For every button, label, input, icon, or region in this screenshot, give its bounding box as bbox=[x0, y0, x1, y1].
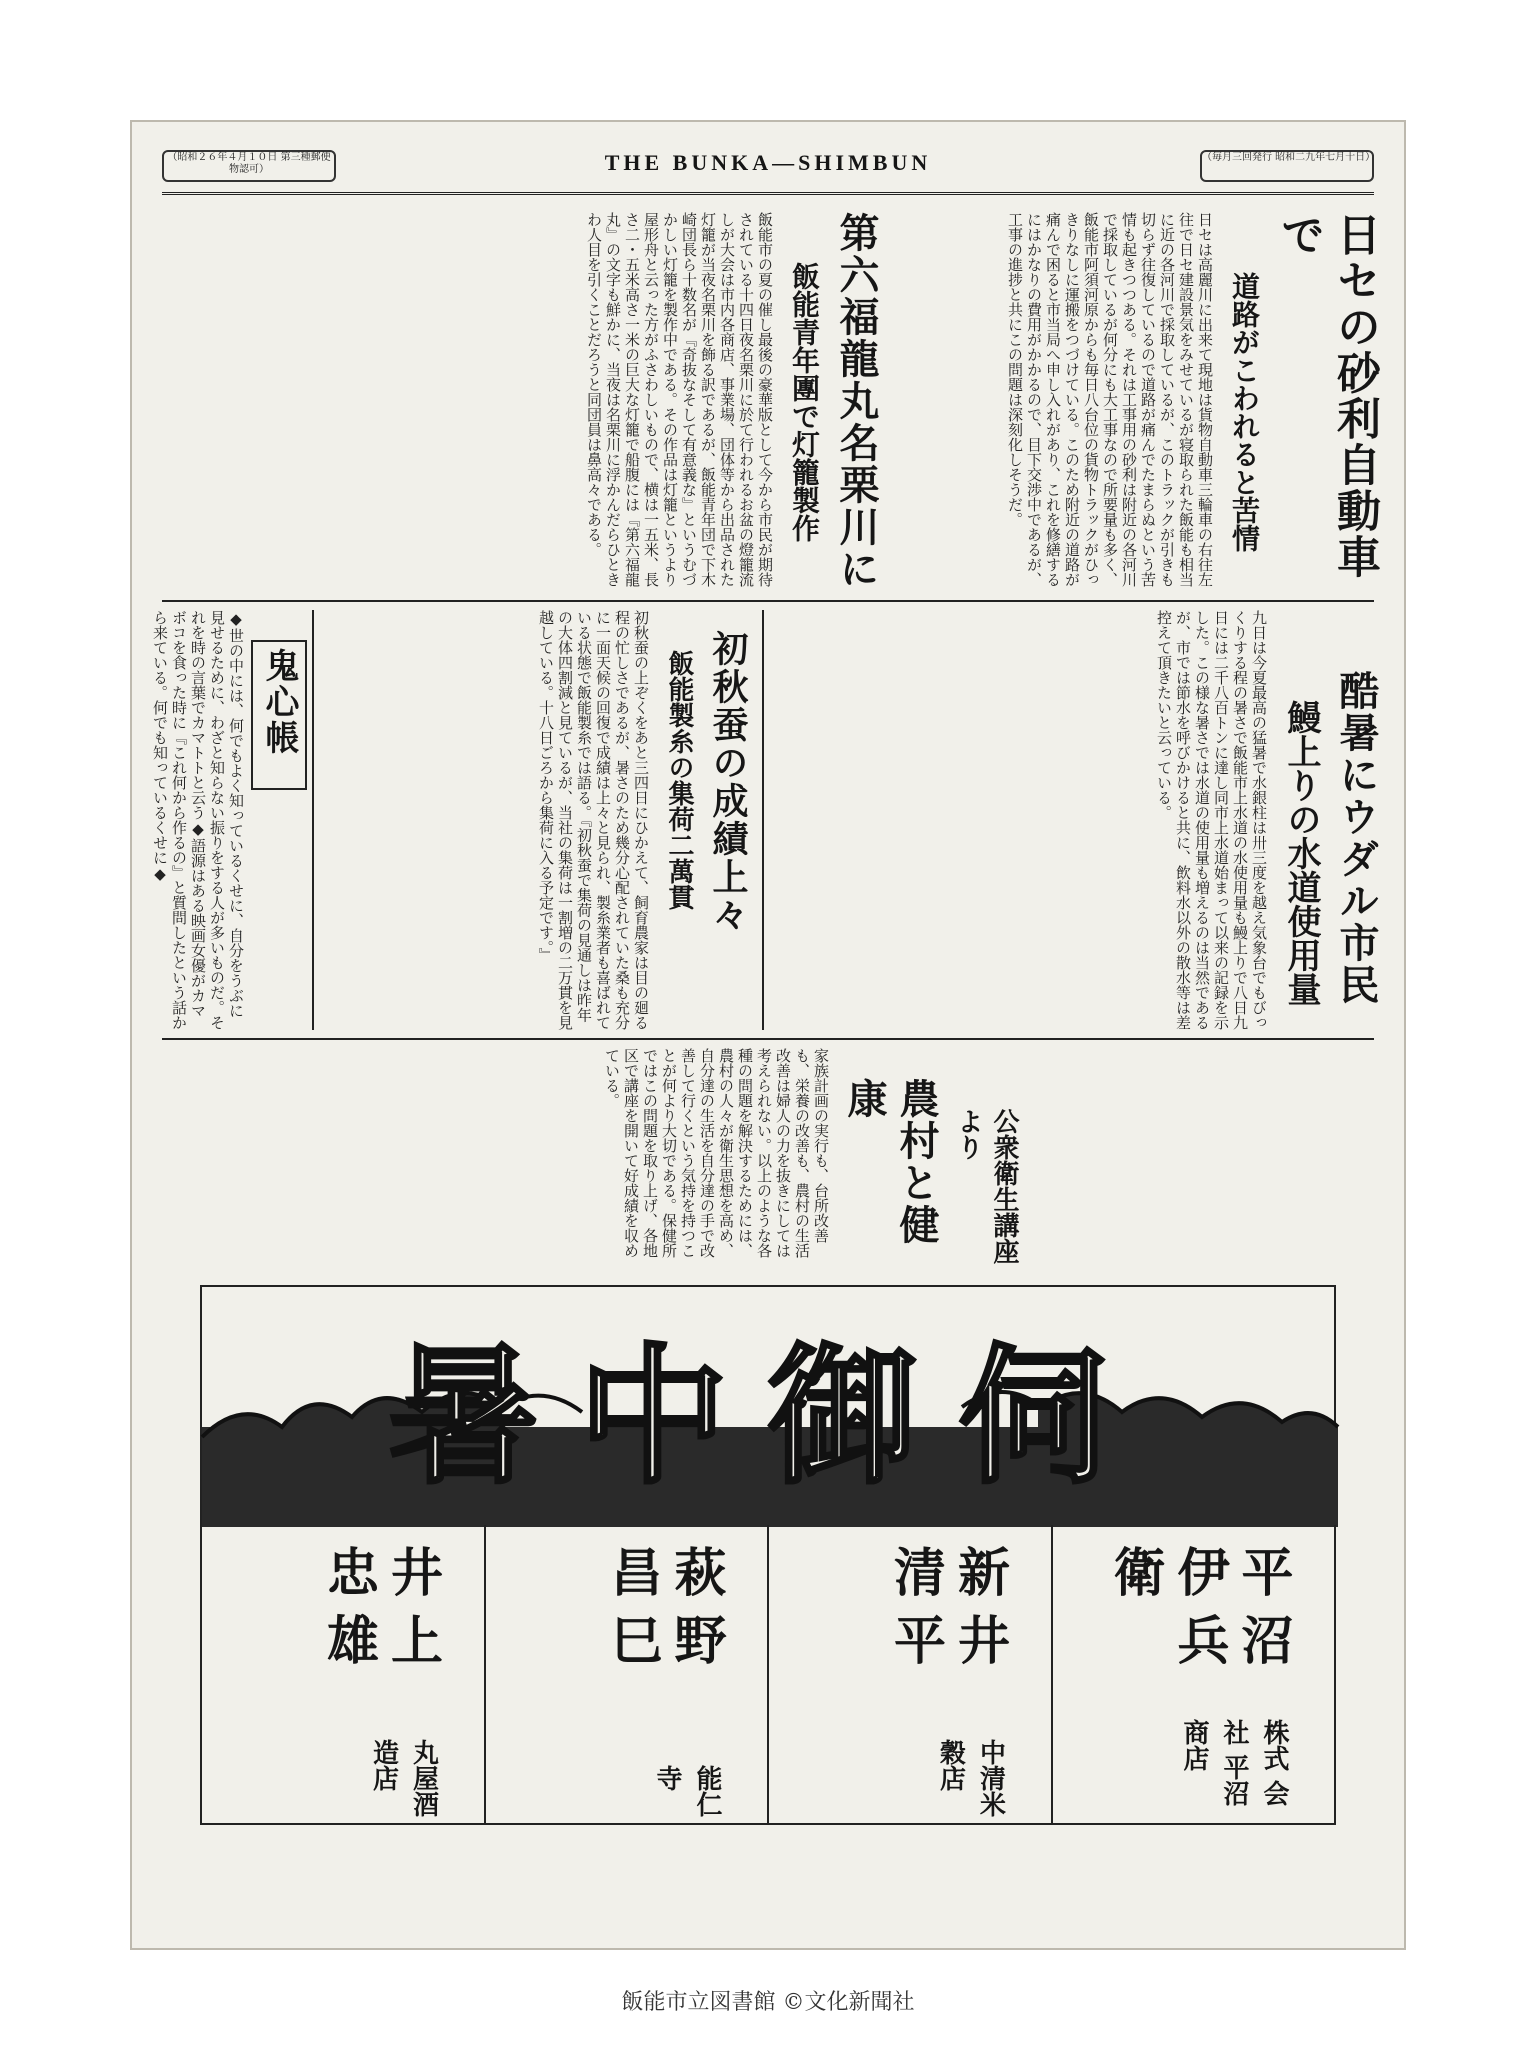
advertisement bbox=[1051, 1525, 1335, 1823]
article-gravel-trucks bbox=[892, 212, 1382, 592]
article-series-title: 公衆衛生講座より bbox=[953, 1108, 1019, 1264]
masthead-title: THE BUNKA—SHIMBUN bbox=[604, 150, 932, 175]
advertisement bbox=[484, 1525, 768, 1823]
column-title: 鬼心帳 bbox=[251, 640, 307, 790]
article-subhead: 飯能製糸の集荷二萬貫 bbox=[664, 650, 694, 910]
article-subhead: 飯能青年團で灯籠製作 bbox=[788, 262, 821, 542]
article-headline: 第六福龍丸名栗川に bbox=[833, 212, 880, 590]
advertisement bbox=[767, 1525, 1051, 1823]
section-divider bbox=[162, 1038, 1374, 1040]
advertiser-business: 能仁寺 bbox=[652, 1765, 722, 1818]
article-body: 日セは高麗川に出来て現地は貨物自動車三輪車の右往左往で日セ建設景気をみせているが寝取られた飯能も相当に近の各河川で採取しているが、このトラックが引きも切らず往復しているので道路が痛んでたまらぬという苦情も起きつつある。それは工事用の砂利は附近の各河川で採取しているが何分にも大工事なので所要量も多く、飯能市阿須河原からも毎日八台位の貨物トラックがひっきりなしに運搬をつづけている。このため附近の道路が痛んで困ると市当局へ申し入れがあり、これを修繕するにはかなりの費用がかかるので、目下交渉中であるが、工事の進捗と共にこの問題は深刻化しそうだ。 bbox=[1006, 212, 1214, 587]
column-kishincho bbox=[151, 610, 307, 1030]
article-headline: 農村と健康 bbox=[841, 1078, 940, 1246]
article-headline: 初秋蚕の成績上々 bbox=[707, 630, 749, 934]
article-body: 飯能市の夏の催し最後の豪華版として今から市民が期待されている十四日夜名栗川に於て行われるお盆の燈籠流しが大会は市内各商店、事業場、団体等から出品された灯籠が当夜名栗川を飾る訳であるが、飯能青年団で下木崎団長ら十数名が『奇抜なそして有意義な』というむづかしい灯籠を製作中である。その作品は灯籠というより屋形舟と云った方がふさわしいもので、横は一五米、長さ二・五米高さ一米の巨大な灯籠で船腹には『第六福龍丸』の文字も鮮かに、当夜は名栗川に浮かんだらひときわ人目を引くことだろうと同団員は鼻高々である。 bbox=[585, 212, 774, 587]
article-silkworm bbox=[322, 610, 752, 1030]
advertiser-business: 株式 会社 平沼商店 bbox=[1179, 1719, 1289, 1807]
advertisement bbox=[202, 1525, 484, 1823]
article-headline: 日セの砂利自動車で bbox=[1273, 212, 1380, 580]
column-divider bbox=[762, 610, 764, 1030]
masthead-left-label: （昭和２６年４月１０日 第三種郵便物認可） bbox=[162, 150, 336, 182]
summer-greeting-banner bbox=[200, 1285, 1336, 1525]
advertisement-row bbox=[200, 1525, 1336, 1825]
article-body: 家族計画の実行も、台所改善も、栄養の改善も、農村の生活改善は婦人の力を抜きにしては考えられない。以上のような各種の問題を解決するためには、農村の人々が衛生思想を高め、自分達の生活を自分達の手で改善して行くという気持を持つことが何より大切である。保健所ではこの問題を取り上げ、各地区で講座を開いて好成績を収めている。 bbox=[603, 1048, 830, 1258]
advertiser-name: 平沼伊兵衛 bbox=[1104, 1545, 1293, 1681]
masthead bbox=[162, 140, 1374, 195]
archive-credit: 飯能市立図書館 ©文化新聞社 bbox=[621, 1990, 915, 2015]
article-body: 初秋蚕の上ぞくをあと三四日にひかえて、飼育農家は目の廻る程の忙しさであるが、暑さのため幾分心配されていた桑も充分に一面天候の回復で成績は上々と見られ、製糸業者も喜ばれている状態で飯能製糸では語る。『初秋蚕で集荷の見通しは昨年の大体四割減と見ているが、当社の集荷は一割増の二万貫を見越している。十八日ごろから集荷に入る予定です。』 bbox=[537, 610, 650, 1030]
advertiser-name: 井上忠雄 bbox=[317, 1545, 443, 1681]
advertiser-business: 丸屋酒造店 bbox=[368, 1738, 439, 1817]
advertiser-name: 萩野昌巳 bbox=[601, 1545, 726, 1681]
advertiser-business: 中清米穀店 bbox=[935, 1738, 1006, 1817]
column-body: ◆世の中には、何でもよく知っているくせに、自分をうぶに見せるために、わざと知らない振りをする人が多いものだ。それを時の言葉でカマトトと云う◆語源はある映画女優がカマボコを食った時に『これ何から作るの』と質問したという話から来ている。何でも知っているくせに◆ bbox=[151, 610, 245, 1030]
article-subhead: 道路がこわれると苦情 bbox=[1228, 272, 1261, 552]
column-divider bbox=[312, 610, 314, 1030]
masthead-right-label: （毎月三回発行 昭和二九年七月十日） bbox=[1200, 150, 1374, 182]
article-headline: 酷暑にウダル市民 bbox=[1333, 670, 1380, 1006]
article-lantern-boat bbox=[162, 212, 882, 592]
advertiser-name: 新井清平 bbox=[884, 1545, 1010, 1681]
article-body: 九日は今夏最高の猛暑で水銀柱は卅三度を越え気象台でもびっくりする程の暑さで飯能市上水道の水使用量も鰻上りで八日九日には二千八百トンに達し同市上水道始まって以来の記録を示した。この様な暑さでは水道の使用量も増えるのは当然であるが、市では節水を呼びかけると共に、飲料水以外の散水等は差控えて頂きたいと云っている。 bbox=[1155, 610, 1268, 1030]
article-rural-health bbox=[162, 1048, 1382, 1268]
article-subhead: 鰻上りの水道使用量 bbox=[1281, 700, 1321, 1006]
article-water-usage bbox=[772, 610, 1382, 1030]
banner-title: 暑中御伺 bbox=[387, 1329, 1148, 1505]
section-divider bbox=[162, 600, 1374, 602]
